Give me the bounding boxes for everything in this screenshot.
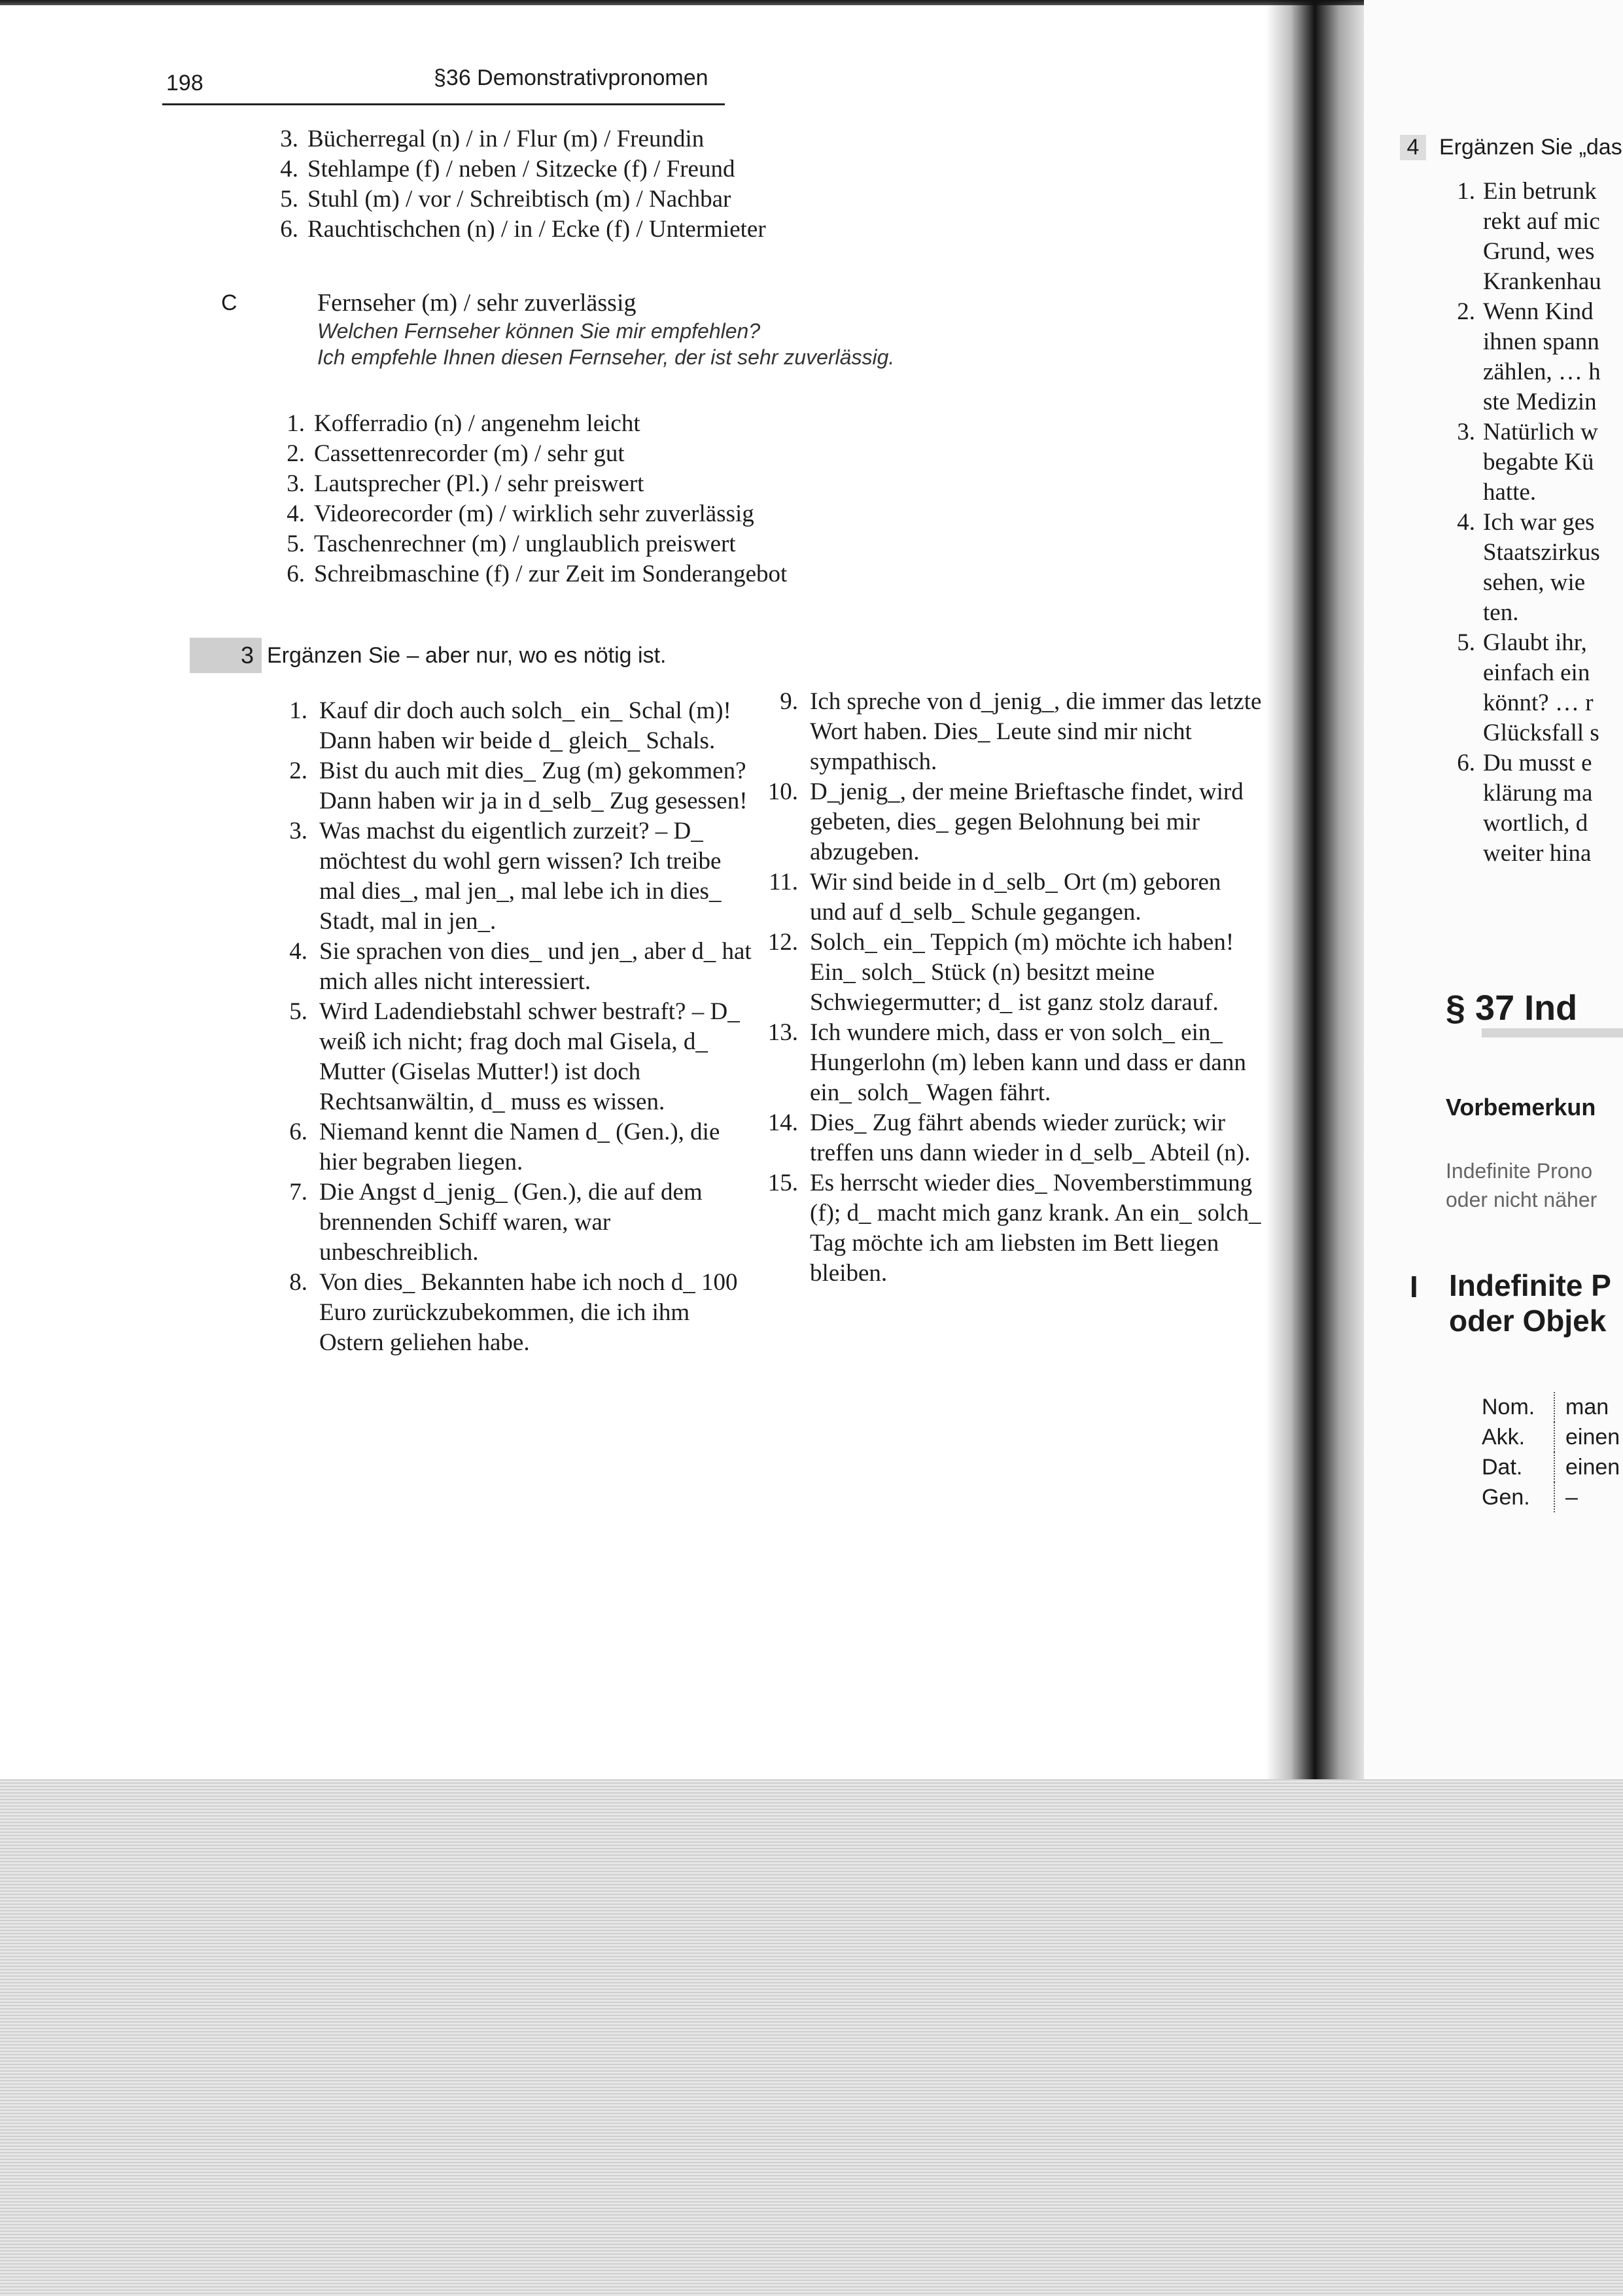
exercise-item bbox=[752, 1108, 1263, 1168]
list-line bbox=[1442, 538, 1601, 568]
item-number: 15. bbox=[767, 1170, 798, 1196]
exercise-item bbox=[262, 756, 752, 816]
list-line bbox=[1442, 508, 1601, 538]
item-number bbox=[1442, 568, 1483, 598]
section-c-label: C bbox=[221, 290, 237, 315]
table-row bbox=[1482, 1482, 1620, 1512]
example-answer: Ich empfehle Ihnen diesen Fernseher, der ist sehr zuverlässig. bbox=[317, 345, 895, 369]
item-number bbox=[1442, 839, 1483, 869]
item-text: Ich wundere mich, dass er von solch_ ein_ Hungerlohn (m) leben kann und dass er dann ein_ solch_ Wagen fährt. bbox=[810, 1019, 1246, 1106]
list-item bbox=[268, 439, 988, 469]
subsection-heading bbox=[1449, 1268, 1611, 1338]
exercise-item bbox=[262, 1117, 752, 1177]
item-text: sehen, wie bbox=[1483, 569, 1586, 596]
item-text: Du musst e bbox=[1483, 750, 1592, 776]
item-number: 6. bbox=[289, 1119, 307, 1145]
item-number: 3. bbox=[287, 470, 305, 497]
case-value: einen bbox=[1565, 1425, 1620, 1450]
item-number: 8. bbox=[289, 1269, 307, 1296]
item-number: 12. bbox=[767, 929, 798, 956]
page-header bbox=[162, 65, 725, 105]
vorbemerkung-line: Indefinite Prono bbox=[1446, 1159, 1593, 1183]
list-line bbox=[1442, 327, 1601, 357]
list-line bbox=[1442, 598, 1601, 628]
list-line bbox=[1442, 839, 1601, 869]
item-number: 4. bbox=[289, 938, 307, 965]
table-row bbox=[1482, 1392, 1620, 1422]
item-text: Was machst du eigentlich zurzeit? – D_ möchtest du wohl gern wissen? Ich treibe mal dies_, mal jen_, mal lebe ich in dies_ Stadt, mal in jen_. bbox=[319, 818, 722, 935]
item-number: 5. bbox=[280, 186, 298, 213]
item-text: Grund, wes bbox=[1483, 238, 1595, 265]
example-head: Fernseher (m) / sehr zuverlässig bbox=[317, 289, 637, 317]
task-3-heading bbox=[190, 638, 666, 673]
item-number: 4. bbox=[287, 500, 305, 527]
example-question: Welchen Fernseher können Sie mir empfehlen? bbox=[317, 319, 761, 343]
item-text: ten. bbox=[1483, 599, 1519, 626]
list-line bbox=[1442, 447, 1601, 478]
item-text: Schreibmaschine (f) / zur Zeit im Sonderangebot bbox=[314, 561, 788, 587]
task-4-heading bbox=[1400, 135, 1622, 160]
list-line bbox=[1442, 748, 1601, 778]
item-text: begabte Kü bbox=[1483, 449, 1594, 476]
item-number: 7. bbox=[289, 1179, 307, 1206]
exercise-c-list bbox=[268, 409, 988, 589]
item-number: 13. bbox=[767, 1019, 798, 1046]
list-line bbox=[1442, 267, 1601, 297]
item-number bbox=[1442, 207, 1483, 237]
list-line bbox=[1442, 297, 1601, 327]
case-value: einen bbox=[1565, 1455, 1620, 1480]
list-line bbox=[1442, 568, 1601, 598]
item-number bbox=[1442, 357, 1483, 387]
task-3-right-column bbox=[752, 687, 1263, 1289]
list-line bbox=[1442, 778, 1601, 809]
vorbemerkung-heading: Vorbemerkun bbox=[1446, 1094, 1596, 1121]
item-text: Videorecorder (m) / wirklich sehr zuverlässig bbox=[314, 500, 754, 527]
case-label: Dat. bbox=[1482, 1452, 1555, 1482]
task-3-left-column bbox=[262, 696, 752, 1358]
subsection-heading-line: Indefinite P bbox=[1449, 1268, 1611, 1302]
item-text: Bücherregal (n) / in / Flur (m) / Freundin bbox=[307, 126, 705, 152]
item-text: Wird Ladendiebstahl schwer bestraft? – D_ weiß ich nicht; frag doch mal Gisela, d_ Mutter (Giselas Mutter!) ist doch Rechtsanwältin, d_ muss es wissen. bbox=[319, 998, 740, 1115]
item-number bbox=[1442, 778, 1483, 809]
item-number bbox=[1442, 237, 1483, 267]
list-line bbox=[1442, 387, 1601, 417]
item-number: 2. bbox=[1457, 298, 1475, 325]
table-row bbox=[1482, 1422, 1620, 1452]
item-text: Kofferradio (n) / angenehm leicht bbox=[314, 410, 640, 437]
item-text: Von dies_ Bekannten habe ich noch d_ 100 Euro zurückzubekommen, die ich ihm Ostern geliehen habe. bbox=[319, 1269, 738, 1356]
list-item bbox=[262, 184, 981, 215]
exercise-item bbox=[262, 1268, 752, 1358]
item-number bbox=[1442, 538, 1483, 568]
item-text: Lautsprecher (Pl.) / sehr preiswert bbox=[314, 470, 644, 497]
item-number: 3. bbox=[280, 126, 298, 152]
subsection-heading-line: oder Objek bbox=[1449, 1304, 1607, 1338]
exercise-b-continuation bbox=[262, 124, 981, 245]
item-text: Solch_ ein_ Teppich (m) möchte ich haben! Ein_ solch_ Stück (n) besitzt meine Schwiegermutter; d_ ist ganz stolz darauf. bbox=[810, 929, 1234, 1016]
item-number: 3. bbox=[289, 818, 307, 844]
item-text: D_jenig_, der meine Brieftasche findet, wird gebeten, dies_ gegen Belohnung bei mir abzugeben. bbox=[810, 778, 1244, 865]
item-text: Stehlampe (f) / neben / Sitzecke (f) / Freund bbox=[307, 156, 735, 183]
item-number: 2. bbox=[287, 440, 305, 467]
list-line bbox=[1442, 177, 1601, 207]
item-number bbox=[1442, 267, 1483, 297]
task-4-number: 4 bbox=[1400, 135, 1426, 160]
item-number: 1. bbox=[289, 697, 307, 724]
item-number: 10. bbox=[767, 778, 798, 805]
item-number bbox=[1442, 658, 1483, 688]
item-text: könnt? … r bbox=[1483, 689, 1594, 716]
item-number bbox=[1442, 809, 1483, 839]
item-number: 5. bbox=[1457, 629, 1475, 656]
list-item bbox=[262, 124, 981, 154]
exercise-item bbox=[262, 696, 752, 756]
exercise-item bbox=[262, 1177, 752, 1268]
task-4-list bbox=[1442, 177, 1601, 869]
item-text: ste Medizin bbox=[1483, 389, 1597, 415]
item-number bbox=[1442, 598, 1483, 628]
item-number: 14. bbox=[767, 1109, 798, 1136]
item-text: rekt auf mic bbox=[1483, 208, 1600, 235]
item-text: Natürlich w bbox=[1483, 419, 1598, 445]
list-line bbox=[1442, 478, 1601, 508]
exercise-item bbox=[752, 777, 1263, 867]
list-item bbox=[268, 499, 988, 529]
exercise-item bbox=[752, 687, 1263, 777]
item-text: Bist du auch mit dies_ Zug (m) gekommen? Dann haben wir ja in d_selb_ Zug gesessen! bbox=[319, 757, 748, 814]
roman-numeral: I bbox=[1410, 1270, 1418, 1304]
item-text: Krankenhau bbox=[1483, 268, 1601, 295]
item-text: Ich war ges bbox=[1483, 509, 1595, 536]
item-number: 4. bbox=[280, 156, 298, 183]
item-text: zählen, … h bbox=[1483, 358, 1601, 385]
scanner-bed-area bbox=[0, 1779, 1623, 2296]
exercise-item bbox=[262, 816, 752, 937]
list-line bbox=[1442, 688, 1601, 718]
item-text: klärung ma bbox=[1483, 780, 1593, 807]
item-number bbox=[1442, 688, 1483, 718]
item-text: hatte. bbox=[1483, 479, 1537, 506]
item-text: Glücksfall s bbox=[1483, 720, 1599, 746]
exercise-item bbox=[262, 937, 752, 997]
item-text: Kauf dir doch auch solch_ ein_ Schal (m)! Dann haben wir beide d_ gleich_ Schals. bbox=[319, 697, 731, 754]
list-line bbox=[1442, 628, 1601, 658]
item-number bbox=[1442, 387, 1483, 417]
item-number bbox=[1442, 478, 1483, 508]
item-number: 4. bbox=[1457, 509, 1475, 536]
page-number: 198 bbox=[166, 71, 203, 96]
item-number: 9. bbox=[780, 688, 798, 715]
case-value: man bbox=[1565, 1395, 1609, 1419]
item-number: 2. bbox=[289, 757, 307, 784]
vorbemerkung-line: oder nicht näher bbox=[1446, 1188, 1597, 1211]
running-title: §36 Demonstrativpronomen bbox=[434, 65, 708, 90]
vorbemerkung-text bbox=[1446, 1157, 1597, 1214]
exercise-item bbox=[752, 867, 1263, 928]
item-number: 1. bbox=[1457, 178, 1475, 205]
list-item bbox=[262, 154, 981, 184]
item-text: Ein betrunk bbox=[1483, 178, 1597, 205]
item-text: Die Angst d_jenig_ (Gen.), die auf dem brennenden Schiff waren, war unbeschreiblich. bbox=[319, 1179, 703, 1266]
case-label: Gen. bbox=[1482, 1482, 1555, 1512]
item-text: Wenn Kind bbox=[1483, 298, 1594, 325]
item-number: 3. bbox=[1457, 419, 1475, 445]
exercise-item bbox=[752, 1018, 1263, 1108]
list-line bbox=[1442, 357, 1601, 387]
item-number: 5. bbox=[287, 531, 305, 557]
list-item bbox=[268, 529, 988, 559]
case-label: Akk. bbox=[1482, 1422, 1555, 1452]
list-line bbox=[1442, 237, 1601, 267]
item-text: Taschenrechner (m) / unglaublich preiswert bbox=[314, 531, 736, 557]
item-number bbox=[1442, 327, 1483, 357]
item-number: 11. bbox=[769, 869, 798, 896]
exercise-item bbox=[752, 1168, 1263, 1289]
item-text: Rauchtischchen (n) / in / Ecke (f) / Untermieter bbox=[307, 216, 766, 243]
list-line bbox=[1442, 809, 1601, 839]
exercise-item bbox=[262, 997, 752, 1117]
list-line bbox=[1442, 207, 1601, 237]
item-text: Stuhl (m) / vor / Schreibtisch (m) / Nachbar bbox=[307, 186, 731, 213]
list-item bbox=[268, 559, 988, 589]
table-row bbox=[1482, 1452, 1620, 1482]
book-gutter-shadow bbox=[1266, 0, 1364, 1779]
item-text: Es herrscht wieder dies_ Novemberstimmung (f); d_ macht mich ganz krank. An ein_ solch_ Tag möchte ich am liebsten im Bett liegen bleiben. bbox=[810, 1170, 1261, 1287]
declension-table bbox=[1482, 1392, 1620, 1512]
section-37-heading: § 37 Ind bbox=[1446, 988, 1578, 1028]
item-text: Glaubt ihr, bbox=[1483, 629, 1587, 656]
case-label: Nom. bbox=[1482, 1392, 1555, 1422]
list-line bbox=[1442, 658, 1601, 688]
item-text: einfach ein bbox=[1483, 659, 1590, 686]
item-number: 1. bbox=[287, 410, 305, 437]
list-item bbox=[268, 469, 988, 499]
item-text: Wir sind beide in d_selb_ Ort (m) geboren und auf d_selb_ Schule gegangen. bbox=[810, 869, 1221, 926]
item-number bbox=[1442, 718, 1483, 748]
item-text: Niemand kennt die Namen d_ (Gen.), die hier begraben liegen. bbox=[319, 1119, 720, 1175]
facing-page bbox=[1364, 0, 1623, 1779]
list-item bbox=[268, 409, 988, 439]
item-number bbox=[1442, 447, 1483, 478]
task-4-title: Ergänzen Sie „das bbox=[1439, 135, 1622, 160]
item-text: Cassettenrecorder (m) / sehr gut bbox=[314, 440, 625, 467]
item-text: Ich spreche von d_jenig_, die immer das letzte Wort haben. Dies_ Leute sind mir nicht sympathisch. bbox=[810, 688, 1262, 775]
item-number: 5. bbox=[289, 998, 307, 1025]
case-value: – bbox=[1565, 1485, 1578, 1510]
item-number: 6. bbox=[1457, 750, 1475, 776]
exercise-item bbox=[752, 928, 1263, 1018]
list-item bbox=[262, 215, 981, 245]
item-text: wortlich, d bbox=[1483, 810, 1588, 837]
list-line bbox=[1442, 417, 1601, 447]
item-text: weiter hina bbox=[1483, 840, 1592, 867]
task-title: Ergänzen Sie – aber nur, wo es nötig ist. bbox=[267, 642, 667, 668]
item-text: ihnen spann bbox=[1483, 328, 1599, 355]
item-text: Dies_ Zug fährt abends wieder zurück; wir treffen uns dann wieder in d_selb_ Abteil (n). bbox=[810, 1109, 1251, 1166]
task-number-badge: 3 bbox=[190, 638, 262, 673]
item-text: Staatszirkus bbox=[1483, 539, 1600, 566]
item-text: Sie sprachen von dies_ und jen_, aber d_ hat mich alles nicht interessiert. bbox=[319, 938, 752, 995]
item-number: 6. bbox=[287, 561, 305, 587]
list-line bbox=[1442, 718, 1601, 748]
item-number: 6. bbox=[280, 216, 298, 243]
